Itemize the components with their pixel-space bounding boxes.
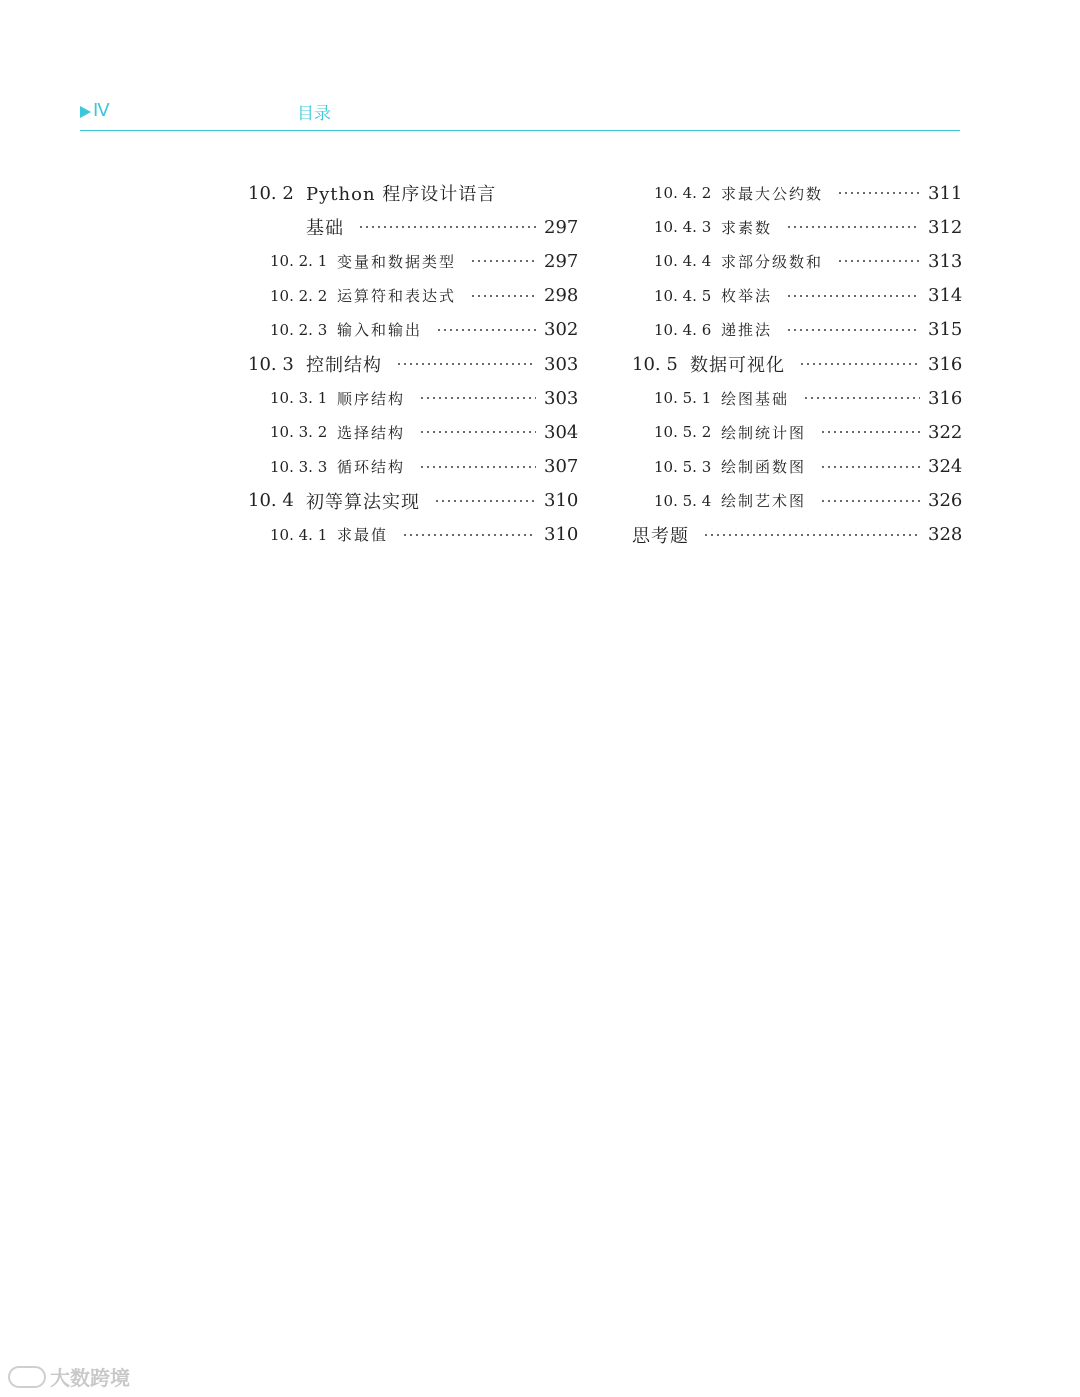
dot-leader <box>837 192 920 194</box>
toc-entry-title: 求素数 <box>721 218 773 237</box>
dot-leader <box>419 466 536 468</box>
toc-entry-number: 10. 5 <box>632 353 678 375</box>
toc-entry-number: 10. 3 <box>248 353 294 375</box>
toc-left-column <box>248 176 578 552</box>
toc-entry-title: 循环结构 <box>337 458 406 477</box>
toc-right-column <box>632 176 962 552</box>
toc-entry-title: 输入和输出 <box>337 321 423 340</box>
toc-entry-title: 绘制函数图 <box>721 458 807 477</box>
toc-entry-page: 328 <box>928 524 963 546</box>
dot-leader <box>837 260 920 262</box>
page-header <box>80 98 960 131</box>
toc-entry[interactable] <box>248 279 578 313</box>
toc-entry-title: 选择结构 <box>337 423 406 442</box>
watermark <box>8 1362 130 1391</box>
toc-entry[interactable] <box>248 244 578 278</box>
toc-entry-title: 变量和数据类型 <box>337 252 457 271</box>
toc-entry-number: 10. 5. 1 <box>654 389 712 408</box>
toc-entry-title: 运算符和表达式 <box>337 287 457 306</box>
toc-entry[interactable] <box>632 381 962 415</box>
dot-leader <box>820 466 920 468</box>
dot-leader <box>799 363 920 365</box>
toc-entry-number: 10. 2. 1 <box>270 252 328 271</box>
dot-leader <box>419 431 536 433</box>
toc-entry-number: 10. 4. 6 <box>654 320 712 339</box>
toc-entry[interactable] <box>248 313 578 347</box>
toc-entry-page: 298 <box>544 285 579 307</box>
triangle-marker-icon <box>80 106 91 118</box>
toc-entry[interactable] <box>248 518 578 552</box>
toc-entry-number: 10. 2. 2 <box>270 286 328 305</box>
toc-entry[interactable] <box>632 518 962 552</box>
dot-leader <box>358 226 536 228</box>
dot-leader <box>419 397 536 399</box>
toc-entry-number: 10. 3. 3 <box>270 457 328 476</box>
watermark-text: 大数跨境 <box>50 1366 130 1390</box>
toc-entry-page: 312 <box>928 216 963 238</box>
dot-leader <box>820 431 920 433</box>
toc-entry[interactable] <box>632 415 962 449</box>
toc-entry-page: 304 <box>544 421 579 443</box>
toc-entry-page: 315 <box>928 319 963 341</box>
toc-entry[interactable] <box>248 176 578 210</box>
dot-leader <box>396 363 536 365</box>
page-number: Ⅳ <box>93 100 110 120</box>
toc-entry[interactable] <box>632 279 962 313</box>
dot-leader <box>820 500 920 502</box>
toc-entry-page: 302 <box>544 319 579 341</box>
toc-entry-page: 324 <box>928 456 963 478</box>
toc-entry-page: 316 <box>928 353 963 375</box>
toc-entry-page: 311 <box>928 182 963 204</box>
toc-entry-title: 递推法 <box>721 321 773 340</box>
dot-leader <box>470 295 536 297</box>
dot-leader <box>786 226 920 228</box>
toc-entry-title: 求部分级数和 <box>721 252 824 271</box>
toc-entry-title: 绘制统计图 <box>721 423 807 442</box>
toc-entry-number: 10. 5. 4 <box>654 491 712 510</box>
toc-entry-title: 绘制艺术图 <box>721 492 807 511</box>
dot-leader <box>470 260 536 262</box>
toc-entry-number: 10. 2. 3 <box>270 320 328 339</box>
toc-entry-number: 10. 4. 4 <box>654 252 712 271</box>
dot-leader <box>786 295 920 297</box>
toc-entry-page: 297 <box>544 216 579 238</box>
toc-entry[interactable] <box>632 176 962 210</box>
toc-entry-number: 10. 2 <box>248 182 294 204</box>
toc-entry-page: 313 <box>928 250 963 272</box>
watermark-logo-icon <box>8 1366 46 1388</box>
toc-entry-page: 303 <box>544 387 579 409</box>
toc-entry[interactable] <box>248 347 578 381</box>
toc-entry[interactable] <box>632 244 962 278</box>
toc-entry-page: 314 <box>928 285 963 307</box>
toc-entry[interactable] <box>248 484 578 518</box>
toc-entry-title: 控制结构 <box>306 355 382 377</box>
toc-entry-number: 10. 3. 1 <box>270 389 328 408</box>
toc-entry-title: 求最值 <box>337 526 389 545</box>
toc-entry[interactable] <box>248 415 578 449</box>
toc-entry-page: 297 <box>544 250 579 272</box>
toc-entry-title: 求最大公约数 <box>721 184 824 203</box>
dot-leader <box>402 534 536 536</box>
toc-entry[interactable] <box>248 381 578 415</box>
toc-entry-page: 307 <box>544 456 579 478</box>
toc-entry-page: 326 <box>928 490 963 512</box>
toc-entry-number: 10. 5. 2 <box>654 423 712 442</box>
toc-entry[interactable] <box>632 313 962 347</box>
toc-entry-title: 顺序结构 <box>337 389 406 408</box>
toc-entry-number: 10. 4. 3 <box>654 218 712 237</box>
dot-leader <box>803 397 920 399</box>
toc-entry[interactable] <box>248 450 578 484</box>
toc-entry-title: 枚举法 <box>721 287 773 306</box>
toc-entry-page: 316 <box>928 387 963 409</box>
toc-entry-title: 基础 <box>306 218 344 240</box>
dot-leader <box>703 534 920 536</box>
toc-entry[interactable] <box>632 450 962 484</box>
toc-entry-title: 思考题 <box>632 525 689 547</box>
toc-entry-title: 绘图基础 <box>721 389 790 408</box>
header-title: 目录 <box>297 104 331 124</box>
toc-entry-number: 10. 5. 3 <box>654 457 712 476</box>
toc-entry[interactable] <box>632 210 962 244</box>
toc-entry-number: 10. 4. 1 <box>270 525 328 544</box>
dot-leader <box>434 500 536 502</box>
toc-entry-page: 310 <box>544 490 579 512</box>
toc-entry-page: 310 <box>544 524 579 546</box>
toc-entry-number: 10. 4 <box>248 490 294 512</box>
toc-entry-page: 322 <box>928 421 963 443</box>
dot-leader <box>786 329 920 331</box>
toc-entry-title: 数据可视化 <box>690 355 785 377</box>
toc-entry-page: 303 <box>544 353 579 375</box>
toc-entry-number: 10. 3. 2 <box>270 423 328 442</box>
toc-entry-number: 10. 4. 2 <box>654 184 712 203</box>
toc-entry-number: 10. 4. 5 <box>654 286 712 305</box>
toc-entry[interactable] <box>248 210 578 244</box>
toc-entry[interactable] <box>632 484 962 518</box>
toc-entry-title: 初等算法实现 <box>306 491 420 513</box>
toc-entry-title: Python 程序设计语言 <box>306 184 497 206</box>
toc-entry[interactable] <box>632 347 962 381</box>
dot-leader <box>436 329 536 331</box>
